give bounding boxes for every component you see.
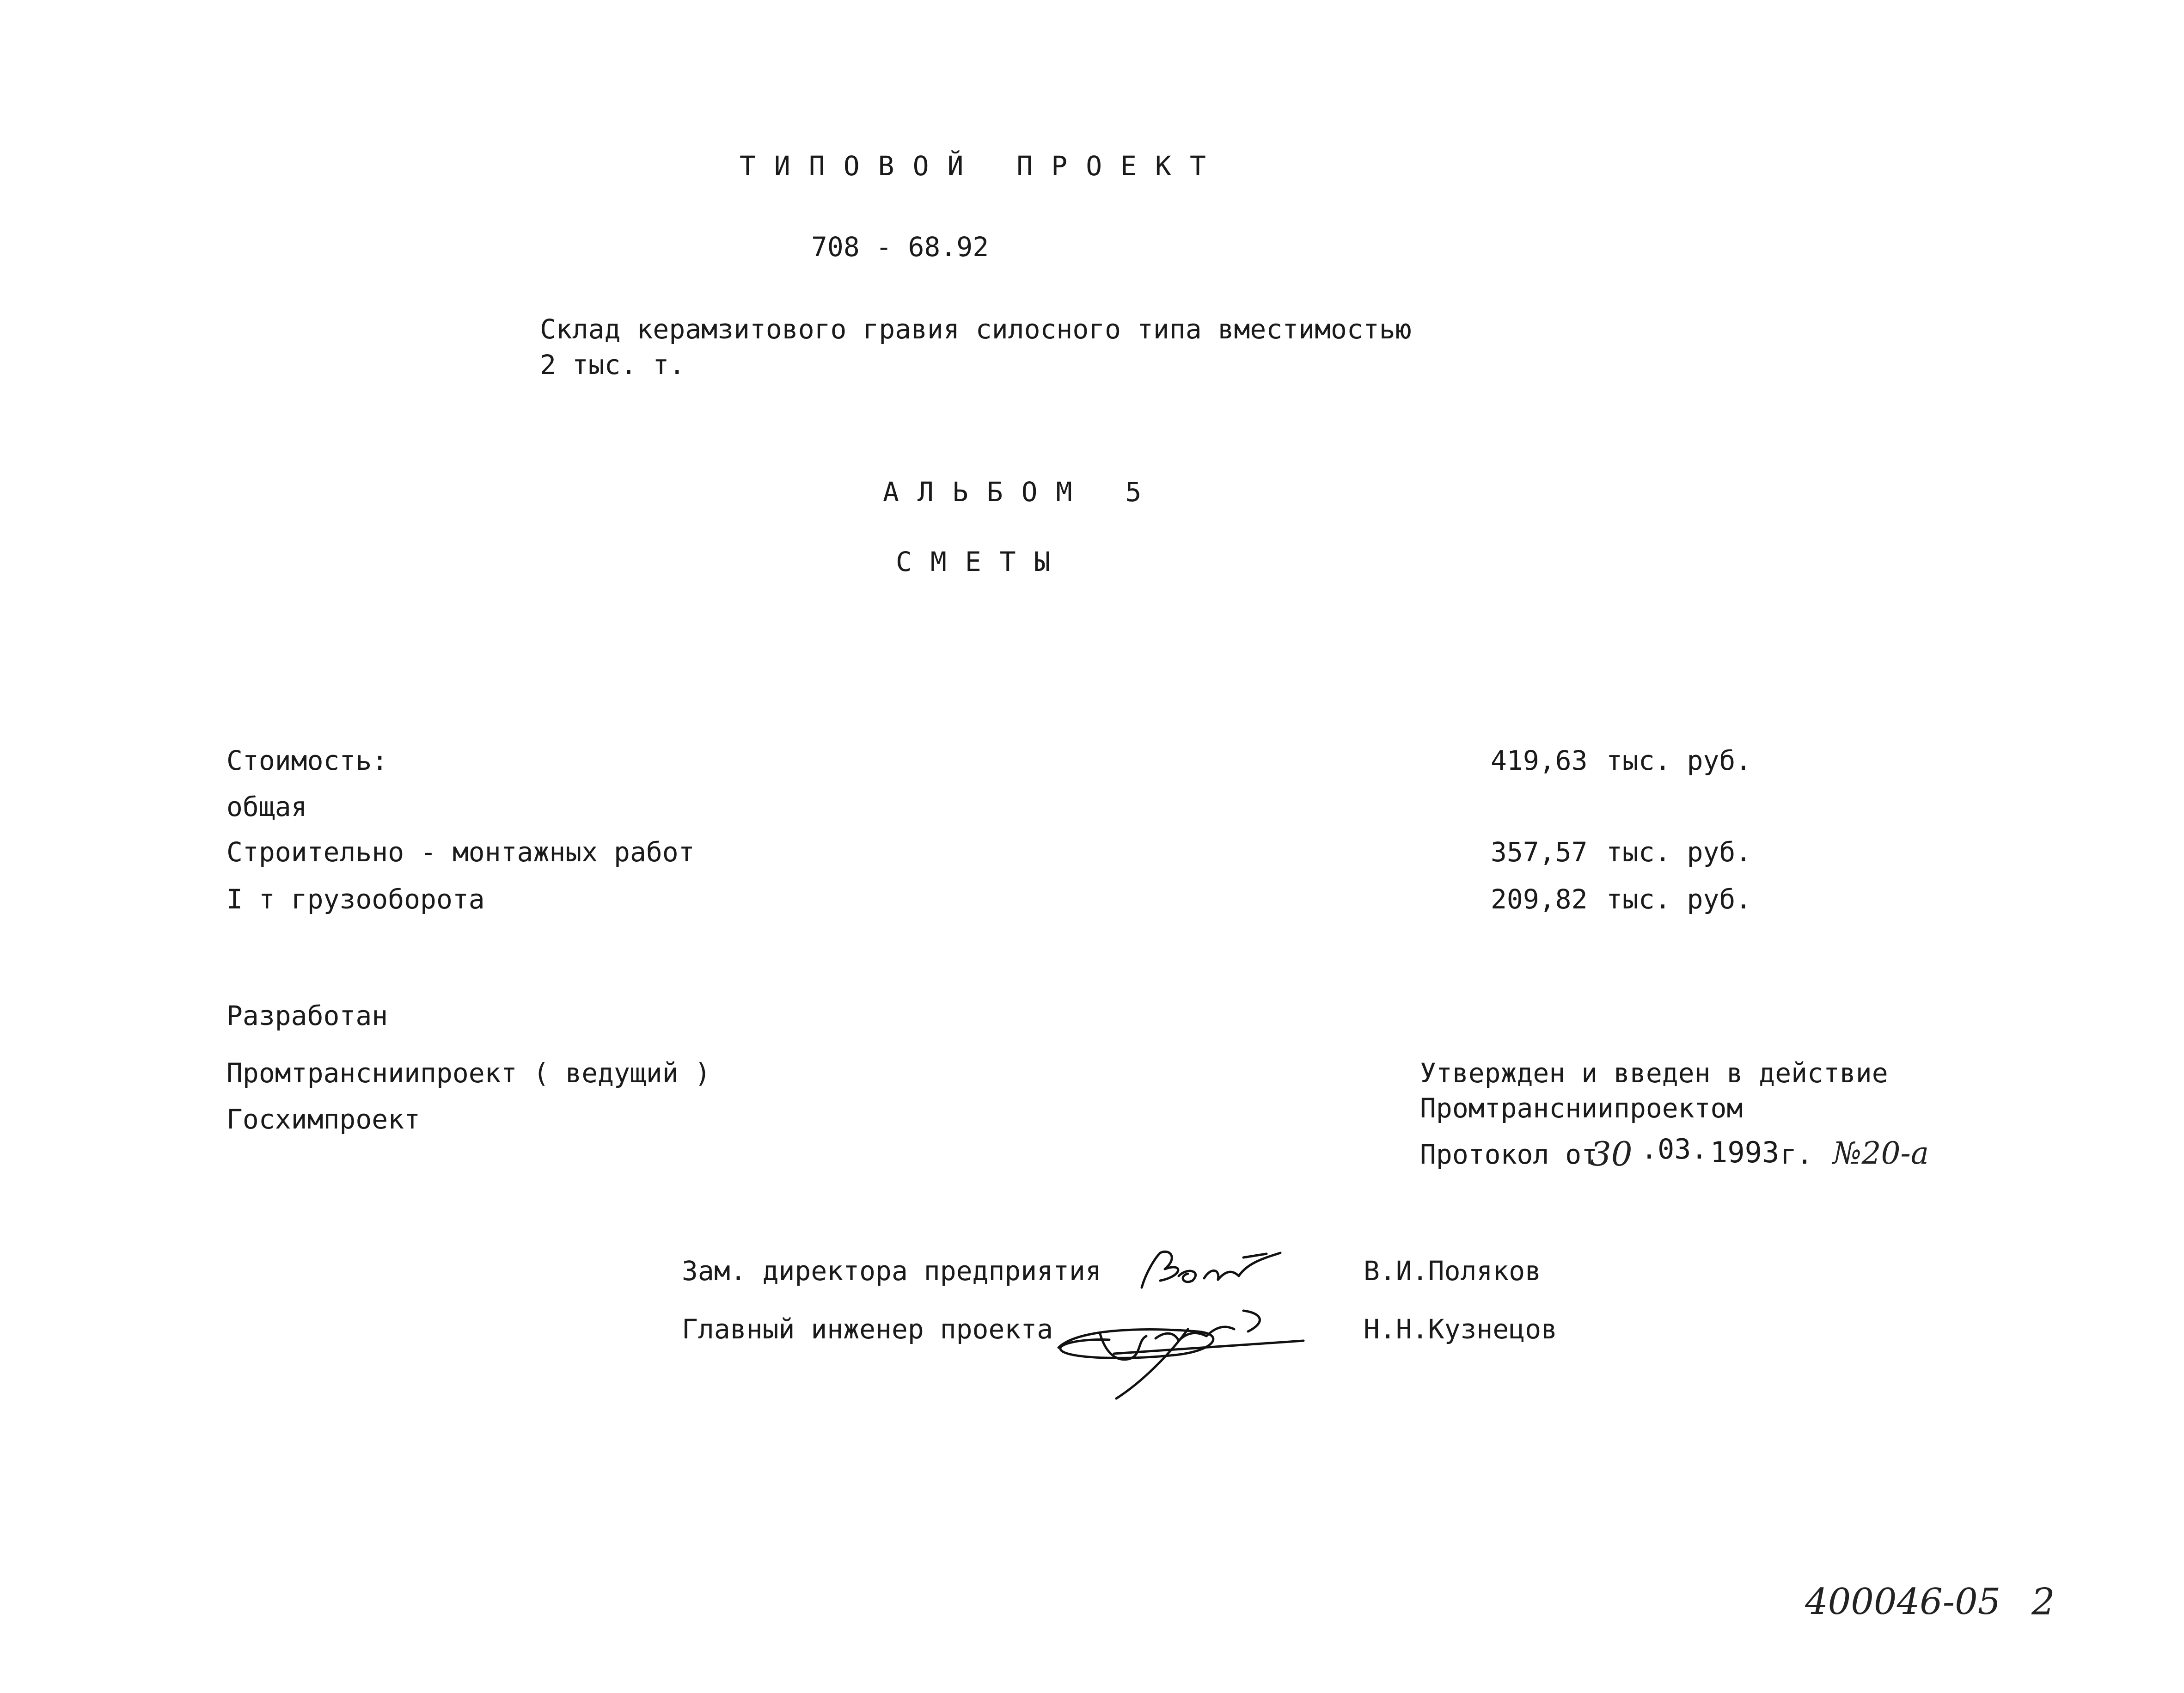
cost-row-label: Строительно - монтажных работ	[226, 836, 695, 868]
section-heading: СМЕТЫ	[896, 546, 1069, 577]
cost-heading: Стоимость:	[226, 745, 388, 776]
cost-row-label: общая	[226, 791, 307, 822]
signature-name-deputy-director: В.И.Поляков	[1364, 1255, 1542, 1287]
project-number: 708 - 68.92	[811, 231, 989, 263]
cost-row-value: 419,63	[1491, 745, 1588, 776]
approval-protocol-prefix: Протокол от	[1420, 1139, 1598, 1170]
cost-row-value: 209,82	[1491, 883, 1588, 915]
developer-org: Госхимпроект	[226, 1104, 421, 1135]
signature-role-deputy-director: Зам. директора предприятия	[682, 1255, 1101, 1287]
project-title-line-2: 2 тыс. т.	[540, 349, 685, 380]
protocol-year-suffix: г.	[1780, 1139, 1813, 1170]
chief-engineer-signature	[1049, 1285, 1308, 1405]
cost-row-label: I т грузооборота	[226, 883, 485, 915]
protocol-year: 1993	[1710, 1135, 1780, 1169]
signature-name-chief-engineer: Н.Н.Кузнецов	[1364, 1313, 1558, 1345]
developer-org-lead: Промтрансниипроект ( ведущий )	[226, 1057, 711, 1089]
cost-row-unit: тыс. руб.	[1606, 836, 1752, 868]
archive-number-handwritten: 400046-05	[1805, 1581, 2001, 1623]
protocol-number-handwritten: №20-а	[1833, 1135, 1929, 1171]
album-heading: АЛЬБОМ 5	[883, 476, 1160, 508]
project-title-line-1: Склад керамзитового гравия силосного типа вместимостью	[540, 313, 1412, 345]
protocol-month: .03.	[1641, 1133, 1708, 1165]
approval-line-1: Утвержден и введен в действие	[1420, 1057, 1888, 1089]
page-number-handwritten: 2	[2031, 1580, 2055, 1623]
cost-row-unit: тыс. руб.	[1606, 745, 1752, 776]
doc-type-heading: ТИПОВОЙ ПРОЕКТ	[740, 150, 1224, 182]
cost-row-value: 357,57	[1491, 836, 1588, 868]
cost-row-unit: тыс. руб.	[1606, 883, 1752, 915]
protocol-day-handwritten: 30	[1590, 1135, 1633, 1173]
signature-role-chief-engineer: Главный инженер проекта	[682, 1313, 1053, 1345]
approval-line-2: Промтрансниипроектом	[1420, 1092, 1743, 1124]
developed-heading: Разработан	[226, 1000, 388, 1031]
